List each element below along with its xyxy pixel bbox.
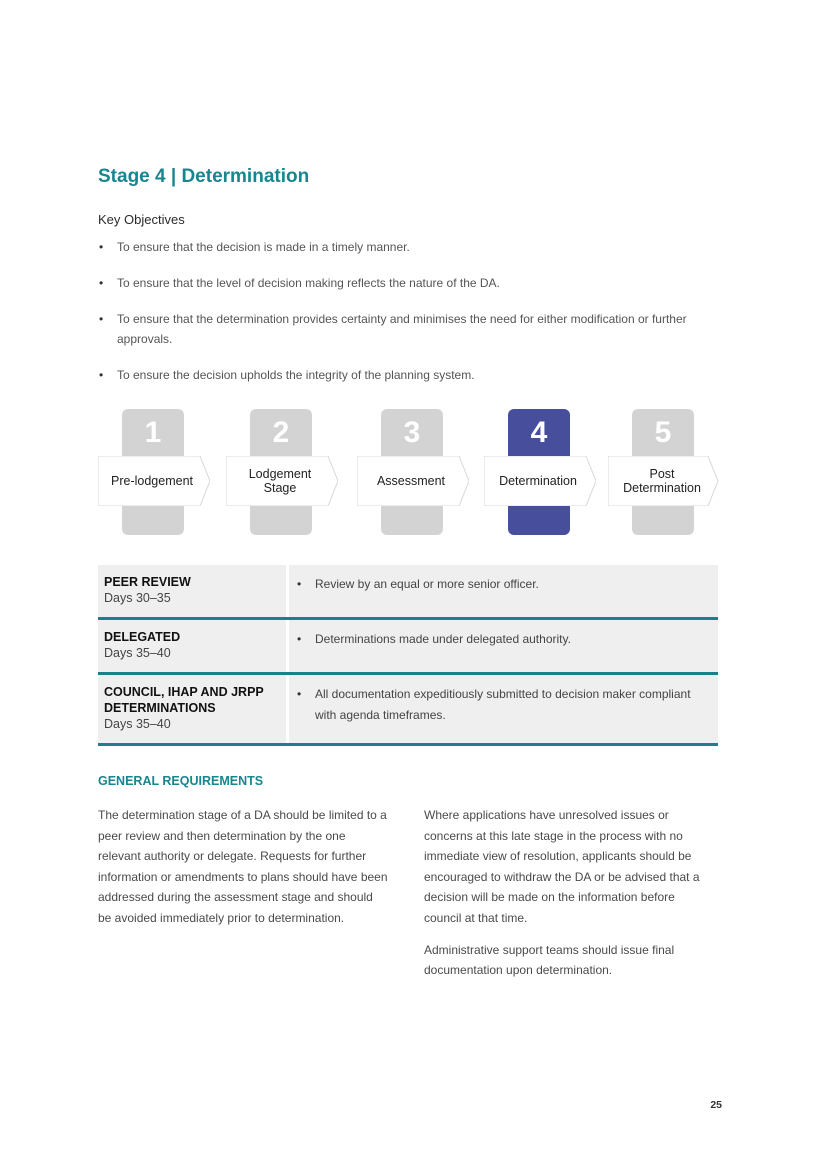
phase-days: Days 35–40: [104, 646, 171, 660]
stage-label: Assessment: [376, 474, 446, 488]
stage-3: [357, 409, 481, 535]
stage-number: 2: [272, 416, 290, 449]
stage-diagram: [98, 409, 718, 535]
stage-requirements-table: [98, 565, 718, 746]
table-cell-detail: [289, 675, 718, 743]
table-cell-phase: [98, 620, 289, 672]
stage-label: Determination: [499, 474, 577, 488]
general-requirements-right-column: [424, 805, 714, 992]
objective-item: • To ensure that the level of decision making reflects the nature of the DA.: [98, 273, 698, 293]
table-row: [98, 675, 718, 746]
stage-number: 4: [530, 416, 548, 449]
key-objectives-list: [98, 237, 698, 401]
table-row: [98, 565, 718, 620]
objective-item: • To ensure the decision upholds the integrity of the planning system.: [98, 365, 698, 385]
stage-5: [608, 409, 732, 535]
phase-heading: PEER REVIEW: [104, 575, 191, 589]
stage-number: 3: [403, 416, 421, 449]
phase-heading: DELEGATED: [104, 630, 181, 644]
stage-4: [484, 409, 608, 535]
page-title: Stage 4 | Determination: [98, 166, 310, 187]
stage-number: 5: [654, 416, 672, 449]
table-cell-detail: [289, 620, 718, 672]
phase-detail: • Determinations made under delegated authority.: [297, 629, 710, 650]
phase-detail: • All documentation expeditiously submitted to decision maker compliant with agenda timeframes.: [297, 684, 710, 726]
objective-item: • To ensure that the decision is made in a timely manner.: [98, 237, 698, 257]
stage-2: [226, 409, 350, 535]
objective-item: • To ensure that the determination provides certainty and minimises the need for either modification or further approvals.: [98, 309, 698, 349]
paragraph: Administrative support teams should issue final documentation upon determination.: [424, 942, 675, 978]
paragraph: Where applications have unresolved issues or concerns at this late stage in the process with no immediate view of resolution, applicants should be encouraged to withdraw the DA or be advised that a decision will be made on the information before council at that time.: [424, 808, 700, 925]
phase-detail: • Review by an equal or more senior officer.: [297, 574, 710, 595]
table-cell-phase: [98, 565, 289, 617]
stage-label: Lodgement Stage: [248, 467, 312, 495]
general-requirements-left-column: [98, 805, 388, 940]
page-number: 25: [710, 1099, 722, 1111]
table-row: [98, 620, 718, 675]
phase-heading: COUNCIL, IHAP AND JRPP DETERMINATIONS: [104, 685, 264, 715]
stage-label: Post Determination: [623, 467, 701, 495]
phase-days: Days 35–40: [104, 717, 171, 731]
table-cell-detail: [289, 565, 718, 617]
stage-1: [98, 409, 222, 535]
paragraph: The determination stage of a DA should be limited to a peer review and then determination by the one relevant authority or delegate. Requests for further information or amendments to plans should have been addressed during the assessment stage and should be avoided immediately prior to determination.: [98, 808, 388, 925]
phase-days: Days 30–35: [104, 591, 171, 605]
key-objectives-heading: Key Objectives: [98, 212, 185, 227]
stage-number: 1: [144, 416, 162, 449]
stage-label: Pre-lodgement: [111, 474, 193, 488]
table-cell-phase: [98, 675, 289, 743]
general-requirements-heading: GENERAL REQUIREMENTS: [98, 774, 264, 788]
